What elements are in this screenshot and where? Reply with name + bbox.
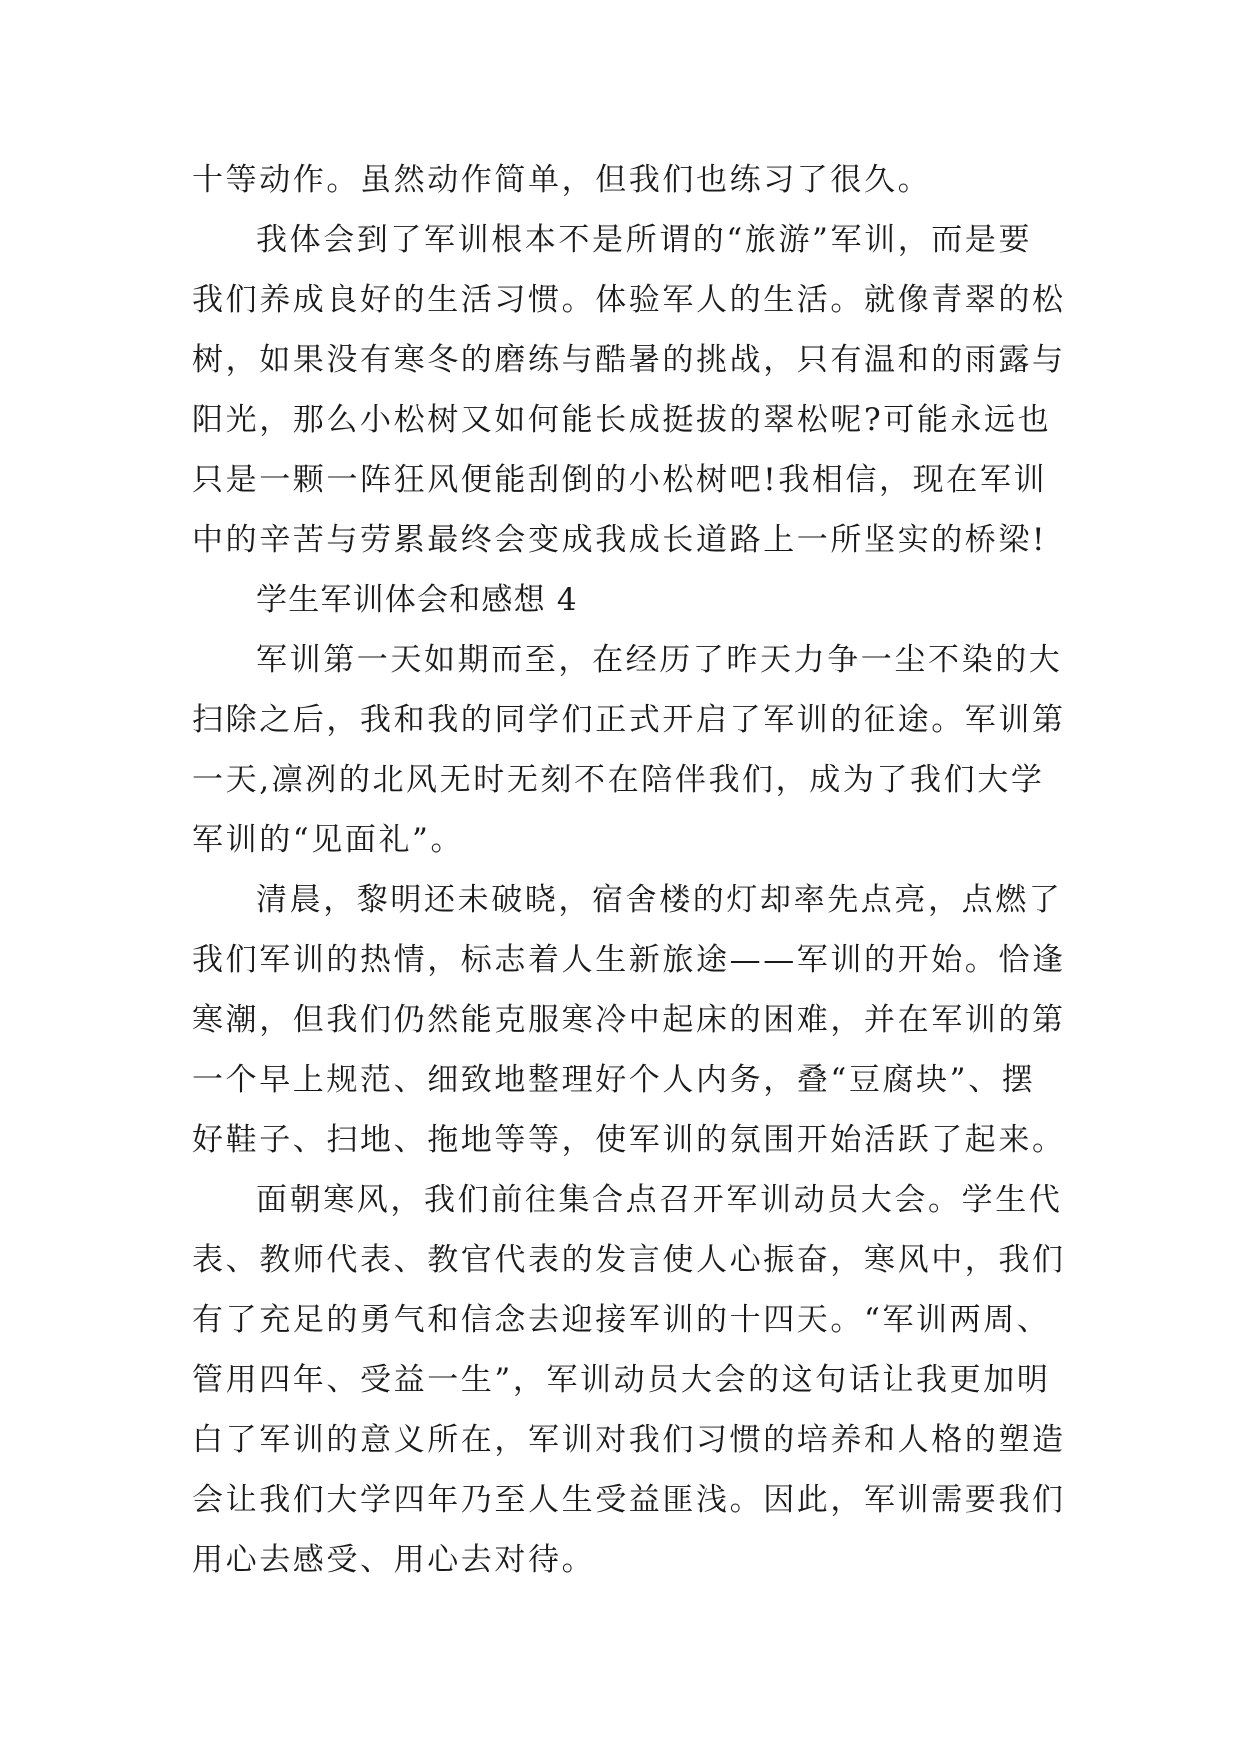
- paragraph-first-line: 面朝寒风，我们前往集合点召开军训动员大会。学生代: [256, 1182, 1063, 1218]
- text-line: 十等动作。虽然动作简单，但我们也练习了很久。: [192, 162, 932, 198]
- text-line: 中的辛苦与劳累最终会变成我成长道路上一所坚实的桥梁!: [192, 522, 1048, 558]
- text-line: 扫除之后，我和我的同学们正式开启了军训的征途。军训第: [192, 702, 1066, 738]
- text-line: 一天,凛冽的北风无时无刻不在陪伴我们，成为了我们大学: [192, 762, 1045, 798]
- text-line: 表、教师代表、教官代表的发言使人心振奋，寒风中，我们: [192, 1242, 1066, 1278]
- text-line: 我们军训的热情，标志着人生新旅途——军训的开始。恰逢: [192, 942, 1066, 978]
- text-line: 阳光，那么小松树又如何能长成挺拔的翠松呢?可能永远也: [192, 402, 1052, 438]
- paragraph-first-line: 军训第一天如期而至，在经历了昨天力争一尘不染的大: [256, 642, 1063, 678]
- section-heading: 学生军训体会和感想 4: [256, 582, 578, 618]
- text-line: 寒潮，但我们仍然能克服寒冷中起床的困难，并在军训的第: [192, 1002, 1066, 1038]
- text-line: 有了充足的勇气和信念去迎接军训的十四天。“军训两周、: [192, 1302, 1051, 1338]
- text-line: 用心去感受、用心去对待。: [192, 1542, 596, 1578]
- text-line: 白了军训的意义所在，军训对我们习惯的培养和人格的塑造: [192, 1422, 1066, 1458]
- text-line: 树，如果没有寒冬的磨练与酷暑的挑战，只有温和的雨露与: [192, 342, 1066, 378]
- text-line: 好鞋子、扫地、拖地等等，使军训的氛围开始活跃了起来。: [192, 1122, 1066, 1158]
- document-body: [192, 150, 1072, 1590]
- text-line: 军训的“见面礼”。: [192, 822, 465, 858]
- paragraph-first-line: 我体会到了军训根本不是所谓的“旅游”军训，而是要: [256, 222, 1033, 258]
- text-line: 只是一颗一阵狂风便能刮倒的小松树吧!我相信，现在军训: [192, 462, 1048, 498]
- text-line: 一个早上规范、细致地整理好个人内务，叠“豆腐块”、摆: [192, 1062, 1036, 1098]
- text-line: 我们养成良好的生活习惯。体验军人的生活。就像青翠的松: [192, 282, 1066, 318]
- text-line: 会让我们大学四年乃至人生受益匪浅。因此，军训需要我们: [192, 1482, 1066, 1518]
- paragraph-first-line: 清晨，黎明还未破晓，宿舍楼的灯却率先点亮，点燃了: [256, 882, 1063, 918]
- text-line: 管用四年、受益一生”，军训动员大会的这句话让我更加明: [192, 1362, 1051, 1398]
